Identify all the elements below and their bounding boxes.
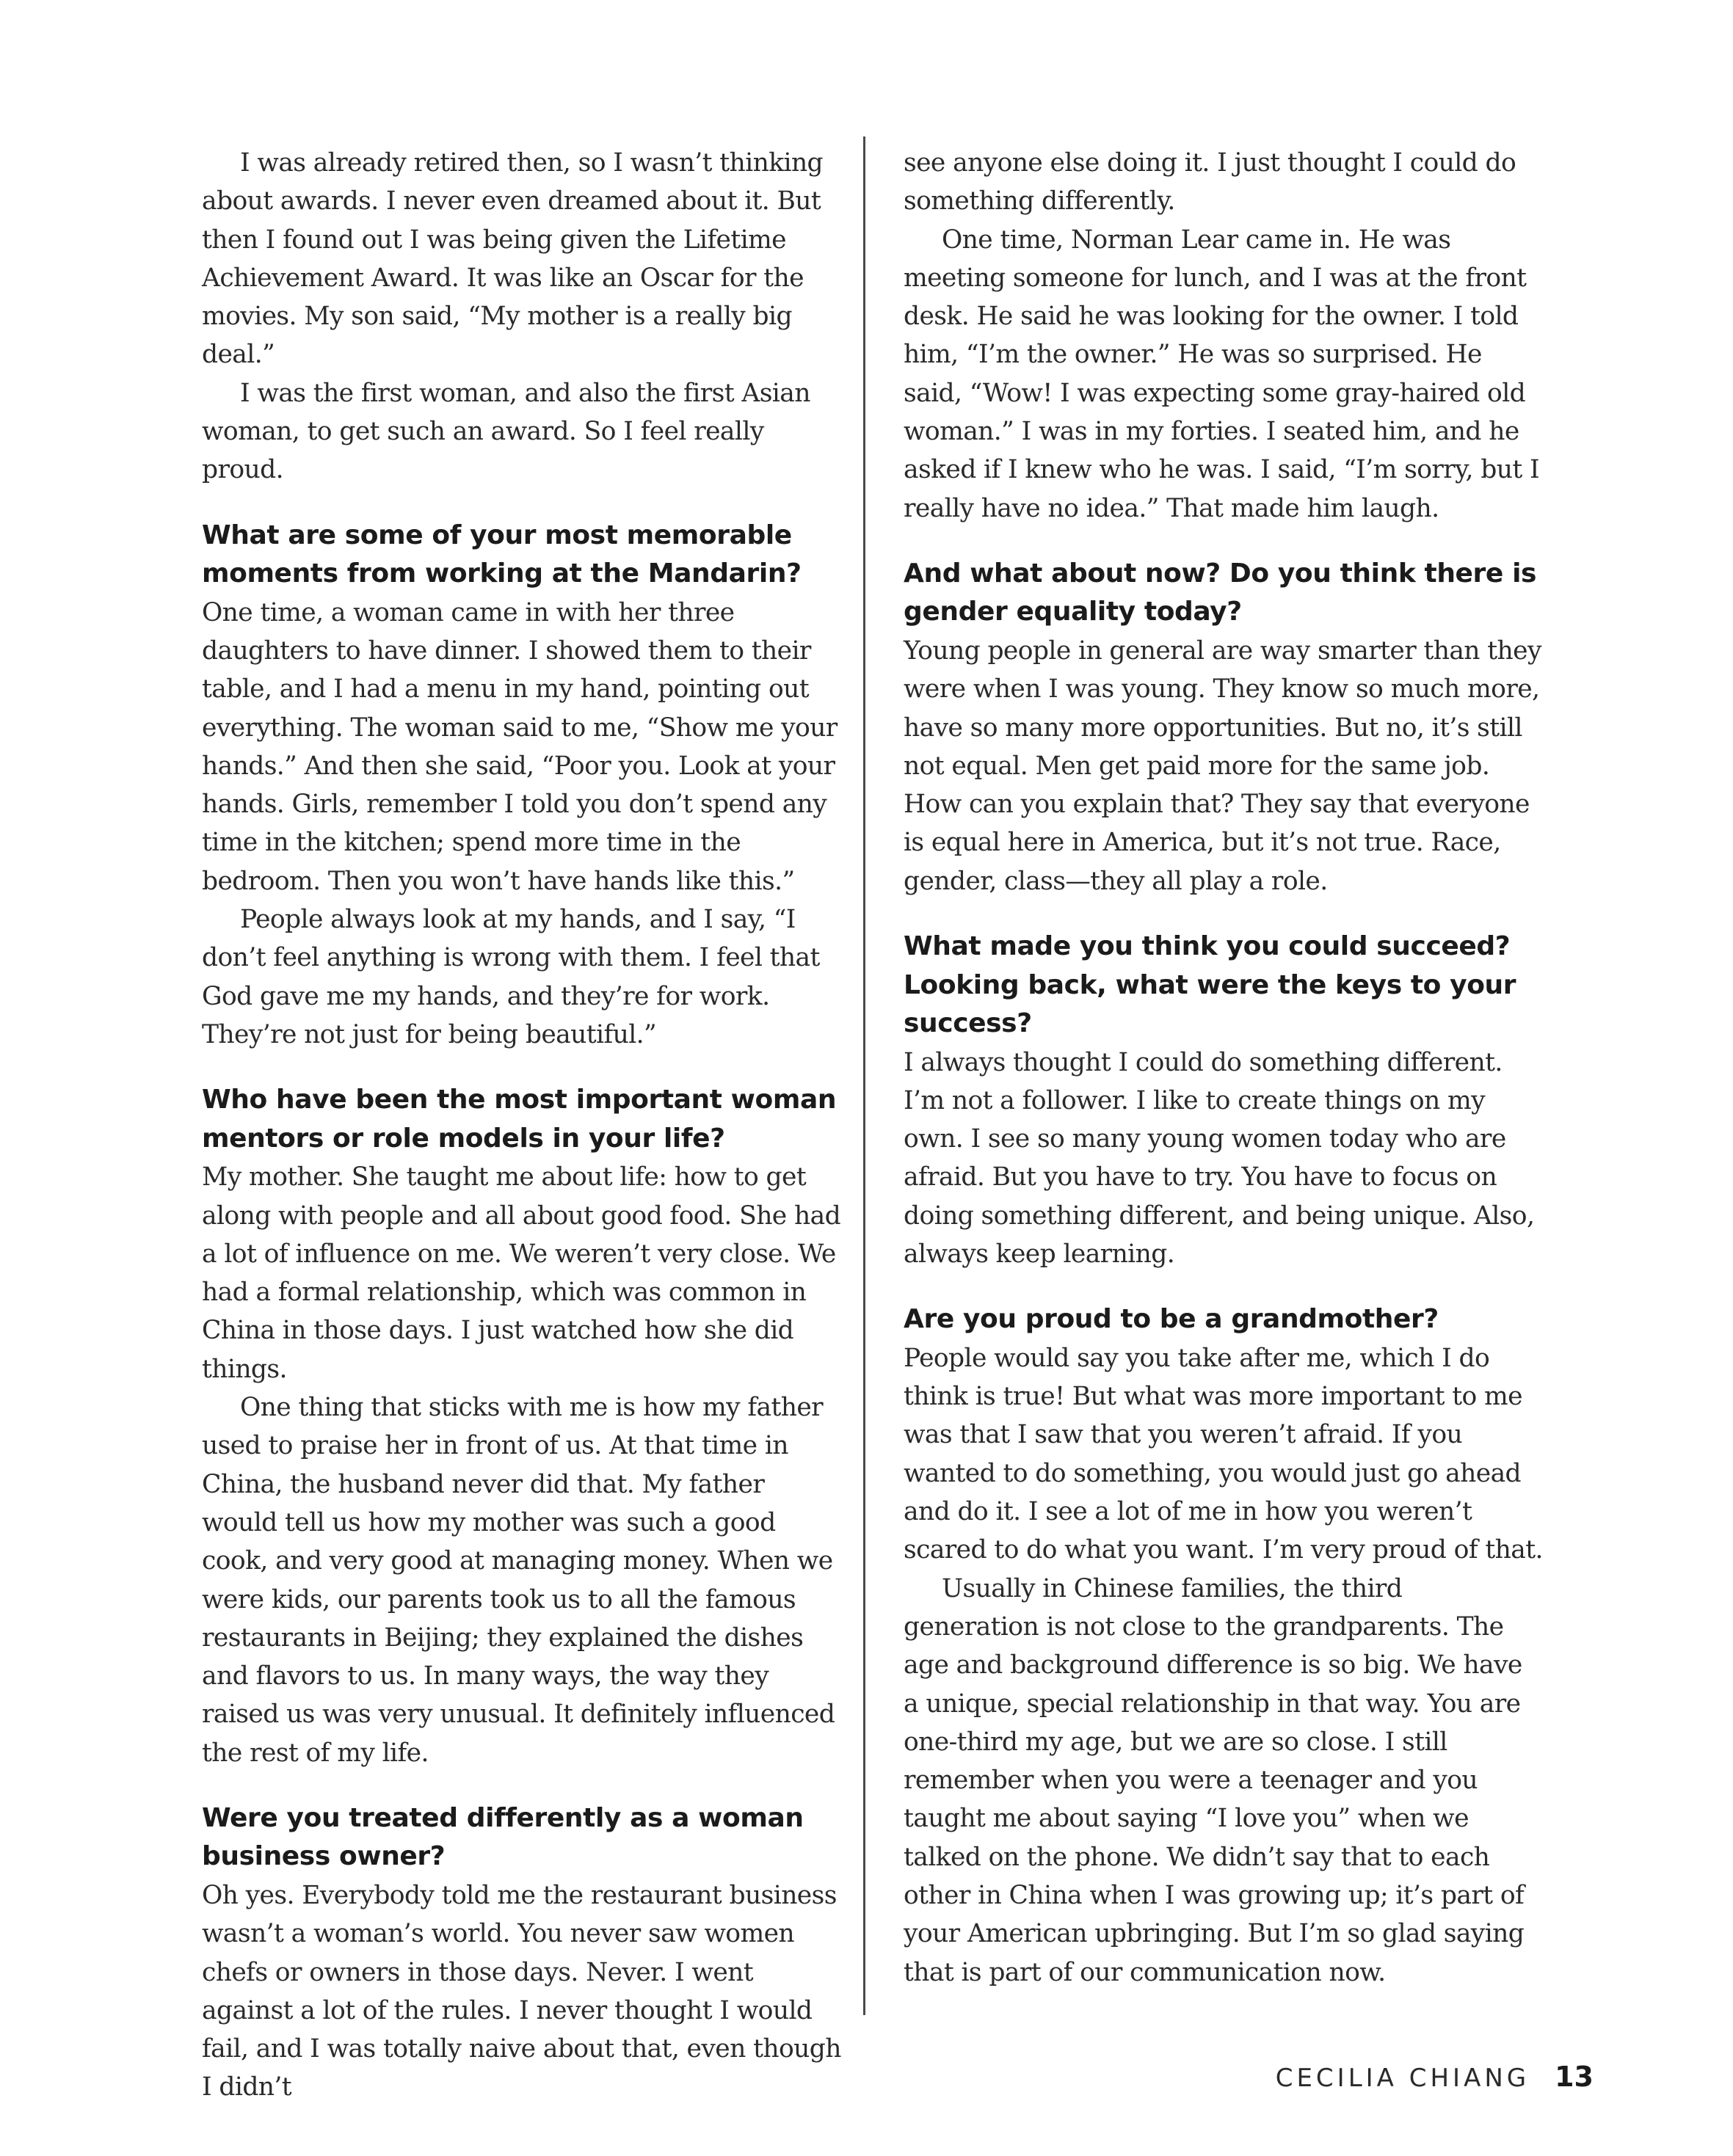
interview-question: Who have been the most important woman mentors or role models in your life? <box>202 1085 837 1154</box>
body-paragraph: see anyone else doing it. I just thought I could do something differently. <box>904 148 1516 216</box>
answer-paragraph: My mother. She taught me about life: how to get along with people and all about good food. She had a lot of influence on me. We weren’t very close. We had a formal relationship, which was common in China in those days. I just watched how she did things. <box>202 1162 841 1384</box>
body-paragraph: One time, Norman Lear came in. He was meeting someone for lunch, and I was at the front desk. He said he was looking for the owner. I told him, “I’m the owner.” He was so surprised. He said, “Wow! I was expecting some gray-haired old woman.” I was in my forties. I seated him, and he asked if I knew who he was. I said, “I’m sorry, but I really have no idea.” That made him laugh. <box>904 225 1539 523</box>
answer-paragraph: One time, a woman came in with her three daughters to have dinner. I showed them to their table, and I had a menu in my hand, pointing out everything. The woman said to me, “Show me your hands.” And then she said, “Poor you. Look at your hands. Girls, remember I told you don’t spend any time in the kitchen; spend more time in the bedroom. Then you won’t have hands like this.” <box>202 597 838 896</box>
column-divider <box>863 136 865 2015</box>
body-paragraph: I was the first woman, and also the first Asian woman, to get such an award. So I feel really proud. <box>202 378 810 485</box>
interview-question: And what about now? Do you think there is gender equality today? <box>904 558 1537 627</box>
answer-paragraph: Oh yes. Everybody told me the restaurant business wasn’t a woman’s world. You never saw women chefs or owners in those days. Never. I went against a lot of the rules. I never thought I would fail, and I was totally naive about that, even though I didn’t <box>202 1880 841 2102</box>
interview-question: Are you proud to be a grandmother? <box>904 1304 1439 1335</box>
body-paragraph: I was already retired then, so I wasn’t thinking about awards. I never even dreamed about it. But then I found out I was being given the Lifetime Achievement Award. It was like an Oscar for the movies. My son said, “My mother is a really big deal.” <box>202 148 824 370</box>
page-number: 13 <box>1555 2061 1594 2093</box>
page-footer <box>1276 2061 1594 2093</box>
answer-paragraph: People always look at my hands, and I say, “I don’t feel anything is wrong with them. I feel that God gave me my hands, and they’re for work. They’re not just for being beautiful.” <box>202 905 820 1049</box>
answer-paragraph: Usually in Chinese families, the third generation is not close to the grandparents. The age and background difference is so big. We have a unique, special relationship in that way. You are one-third my age, but we are so close. I still remember when you were a teenager and you taught me about saying “I love you” when we talked on the phone. We didn’t say that to each other in China when I was growing up; it’s part of your American upbringing. But I’m so glad saying that is part of our communication now. <box>904 1573 1525 1987</box>
interview-question: What made you think you could succeed? Looking back, what were the keys to your success? <box>904 931 1516 1039</box>
left-column <box>202 144 842 2107</box>
answer-paragraph: One thing that sticks with me is how my father used to praise her in front of us. At that time in China, the husband never did that. My father would tell us how my mother was such a good cook, and very good at managing money. When we were kids, our parents took us to all the famous restaurants in Beijing; they explained the dishes and flavors to us. In many ways, the way they raised us was very unusual. It definitely influenced the rest of my life. <box>202 1393 835 1768</box>
answer-paragraph: Young people in general are way smarter than they were when I was young. They know so much more, have so many more opportunities. But no, it’s still not equal. Men get paid more for the same job. How can you explain that? They say that everyone is equal here in America, but it’s not true. Race, gender, class—they all play a role. <box>904 635 1541 896</box>
interview-question: Were you treated differently as a woman business owner? <box>202 1802 804 1872</box>
answer-paragraph: People would say you take after me, which I do think is true! But what was more important to me was that I saw that you weren’t afraid. If you wanted to do something, you would just go ahead and do it. I see a lot of me in how you weren’t scared to do what you want. I’m very proud of that. <box>904 1343 1543 1565</box>
answer-paragraph: I always thought I could do something different. I’m not a follower. I like to create things on my own. I see so many young women today who are afraid. But you have to try. You have to focus on doing something different, and being unique. Also, always keep learning. <box>904 1047 1535 1270</box>
right-column <box>904 144 1544 1992</box>
running-footer-title: CECILIA CHIANG <box>1275 2064 1530 2093</box>
interview-question: What are some of your most memorable moments from working at the Mandarin? <box>202 520 802 589</box>
